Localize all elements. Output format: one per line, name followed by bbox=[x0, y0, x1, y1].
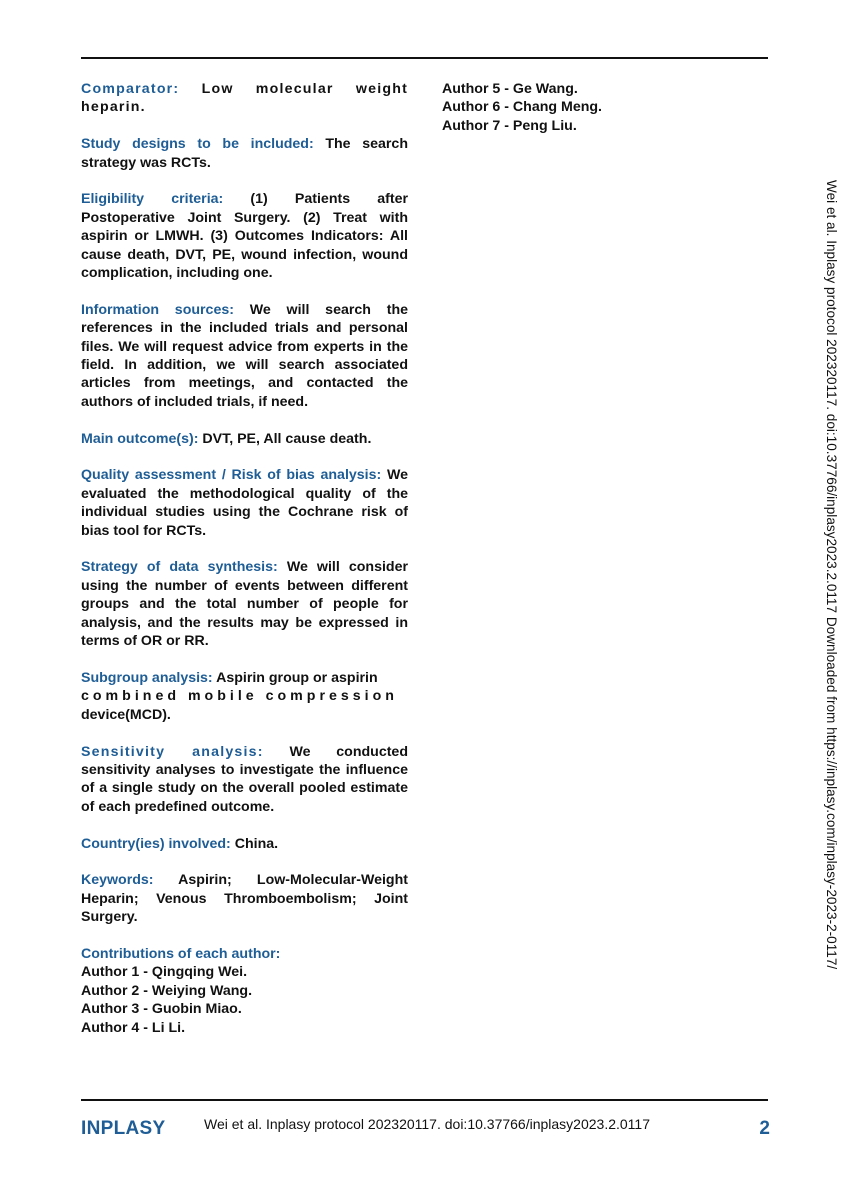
section-data-synthesis bbox=[81, 558, 408, 650]
section-text: The search strategy was RCTs. bbox=[81, 136, 408, 171]
section-contributions bbox=[81, 945, 408, 1037]
section-label: Strategy of data synthesis: bbox=[81, 559, 278, 576]
section-quality-assessment bbox=[81, 466, 408, 540]
left-column bbox=[81, 80, 408, 1055]
section-main-outcomes bbox=[81, 430, 408, 448]
author-line: Author 2 - Weiying Wang. bbox=[81, 982, 253, 999]
section-text: We conducted sensitivity analyses to investigate the influence of a single study on the overall pooled estimate of each predefined outcome. bbox=[81, 743, 408, 815]
section-label: Keywords: bbox=[81, 872, 154, 889]
section-text: We will search the references in the included trials and personal files. We will request advice from experts in the field. In addition, we will search associated articles from meetings, and contacted the authors of included trials, if need. bbox=[81, 301, 408, 410]
section-subgroup-analysis bbox=[81, 669, 408, 724]
section-text: Low molecular weight heparin. bbox=[81, 81, 408, 116]
section-label: Subgroup analysis: bbox=[81, 669, 213, 686]
section-label: Study designs to be included: bbox=[81, 136, 314, 153]
right-column bbox=[442, 80, 769, 135]
section-text: combined mobile compression bbox=[81, 688, 398, 705]
section-text: Aspirin group or aspirin bbox=[212, 669, 378, 686]
author-line: Author 4 - Li Li. bbox=[81, 1019, 186, 1036]
section-text: We will consider using the number of events between different groups and the total number of people for analysis, and the results may be expressed in terms of OR or RR. bbox=[81, 559, 408, 650]
bottom-rule bbox=[81, 1099, 768, 1101]
section-label: Sensitivity analysis: bbox=[81, 743, 264, 760]
section-keywords bbox=[81, 871, 408, 926]
author-line: Author 5 - Ge Wang. bbox=[442, 81, 578, 97]
section-text: (1) Patients after Postoperative Joint Surgery. (2) Treat with aspirin or LMWH. (3) Outcomes Indicators: All cause death, DVT, PE, wound infection, wound complication, including one. bbox=[81, 191, 408, 282]
section-text: We evaluated the methodological quality of the individual studies using the Cochrane risk of bias tool for RCTs. bbox=[81, 467, 408, 539]
section-comparator bbox=[81, 80, 408, 117]
section-label: Eligibility criteria: bbox=[81, 191, 224, 208]
section-text: Aspirin; Low-Molecular-Weight Heparin; Venous Thromboembolism; Joint Surgery. bbox=[81, 872, 408, 926]
section-text: DVT, PE, All cause death. bbox=[198, 430, 372, 447]
section-text: device(MCD). bbox=[81, 706, 171, 723]
author-line: Author 6 - Chang Meng. bbox=[442, 99, 602, 116]
section-label: Information sources: bbox=[81, 301, 234, 318]
section-eligibility bbox=[81, 190, 408, 282]
footer-citation: Wei et al. Inplasy protocol 202320117. doi:10.37766/inplasy2023.2.0117 bbox=[204, 1116, 650, 1132]
author-line: Author 1 - Qingqing Wei. bbox=[81, 964, 248, 981]
side-download-note: Wei et al. Inplasy protocol 202320117. doi:10.37766/inplasy2023.2.0117 Downloaded from https://inplasy.com/inplasy-2023-2-0117/ bbox=[824, 180, 839, 970]
footer-brand: INPLASY bbox=[81, 1118, 166, 1139]
section-label: Quality assessment / Risk of bias analysis: bbox=[81, 467, 382, 484]
section-label: Main outcome(s): bbox=[81, 430, 199, 447]
section-label: Country(ies) involved: bbox=[81, 835, 231, 852]
section-study-designs bbox=[81, 135, 408, 172]
section-countries bbox=[81, 835, 408, 853]
section-information-sources bbox=[81, 301, 408, 411]
section-sensitivity-analysis bbox=[81, 743, 408, 817]
author-line: Author 3 - Guobin Miao. bbox=[81, 1001, 242, 1018]
section-label: Comparator: bbox=[81, 81, 180, 97]
top-rule bbox=[81, 57, 768, 59]
page-number: 2 bbox=[759, 1118, 770, 1139]
section-text: China. bbox=[230, 835, 279, 852]
author-line: Author 7 - Peng Liu. bbox=[442, 117, 577, 134]
section-label: Contributions of each author: bbox=[81, 945, 281, 962]
